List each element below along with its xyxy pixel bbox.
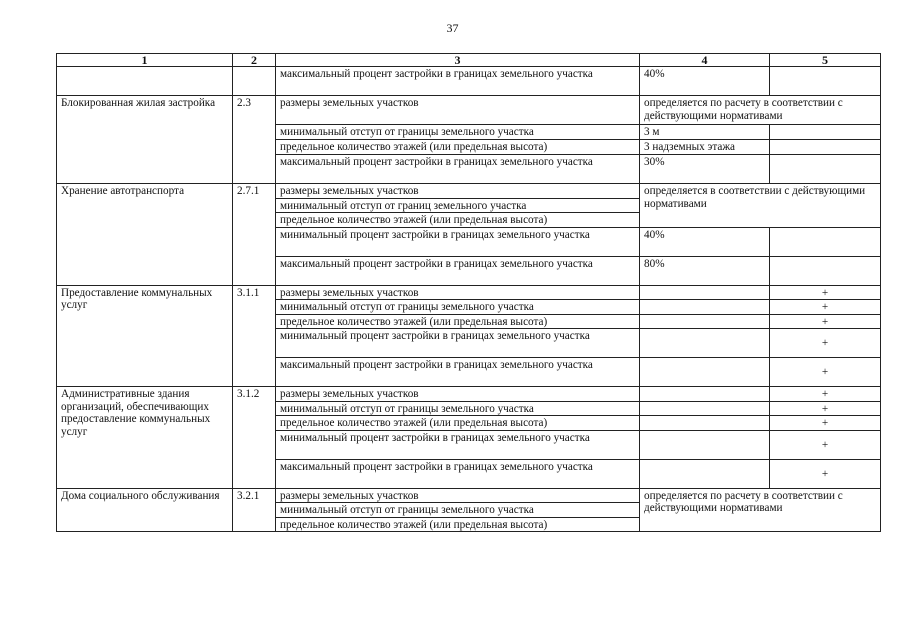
value-col5-cell: + [770, 430, 881, 459]
table-row [57, 67, 881, 96]
value-col4-cell: 3 м [640, 125, 770, 140]
value-col5-cell: + [770, 300, 881, 315]
code-cell [233, 67, 276, 96]
header-col-4: 4 [640, 54, 770, 67]
value-col4-cell [640, 300, 770, 315]
value-col5-cell: + [770, 459, 881, 488]
merged-value-cell: определяется по расчету в соответствии с действующими нормативами [640, 488, 881, 532]
table-row [57, 488, 881, 503]
parameter-cell: максимальный процент застройки в границах земельного участка [276, 155, 640, 184]
parameter-cell: максимальный процент застройки в границах земельного участка [276, 459, 640, 488]
value-col4-cell [640, 314, 770, 329]
regulations-table [56, 53, 881, 532]
code-cell: 3.2.1 [233, 488, 276, 532]
parameter-cell: размеры земельных участков [276, 96, 640, 125]
value-col5-cell [770, 256, 881, 285]
table-row [57, 285, 881, 300]
table-row [57, 96, 881, 125]
header-col-1: 1 [57, 54, 233, 67]
value-col5-cell: + [770, 329, 881, 358]
parameter-cell: минимальный процент застройки в границах земельного участка [276, 227, 640, 256]
use-type-cell: Хранение автотранспорта [57, 184, 233, 286]
parameter-cell: размеры земельных участков [276, 387, 640, 402]
parameter-cell: максимальный процент застройки в границах земельного участка [276, 256, 640, 285]
parameter-cell: максимальный процент застройки в границах земельного участка [276, 358, 640, 387]
use-type-cell: Предоставление коммунальных услуг [57, 285, 233, 387]
value-col4-cell [640, 430, 770, 459]
code-cell: 3.1.1 [233, 285, 276, 387]
parameter-cell: минимальный отступ от границ земельного участка [276, 198, 640, 213]
table-header-row [57, 54, 881, 67]
value-col4-cell: 3 надземных этажа [640, 140, 770, 155]
parameter-cell: предельное количество этажей (или предельная высота) [276, 517, 640, 532]
use-type-cell: Административные здания организаций, обеспечивающих предоставление коммунальных услуг [57, 387, 233, 489]
value-col5-cell: + [770, 314, 881, 329]
value-col5-cell: + [770, 358, 881, 387]
value-col4-cell: 40% [640, 227, 770, 256]
parameter-cell: размеры земельных участков [276, 184, 640, 199]
value-col4-cell [640, 329, 770, 358]
parameter-cell: предельное количество этажей (или предельная высота) [276, 416, 640, 431]
use-type-cell [57, 67, 233, 96]
value-col5-cell: + [770, 401, 881, 416]
code-cell: 2.3 [233, 96, 276, 184]
value-col4-cell: 30% [640, 155, 770, 184]
page-number: 37 [446, 21, 459, 35]
value-col5-cell [770, 67, 881, 96]
value-col5-cell [770, 155, 881, 184]
value-col4-cell [640, 459, 770, 488]
use-type-cell: Дома социального обслуживания [57, 488, 233, 532]
header-col-5: 5 [770, 54, 881, 67]
value-col4-cell: 80% [640, 256, 770, 285]
value-col4-cell [640, 358, 770, 387]
code-cell: 2.7.1 [233, 184, 276, 286]
parameter-cell: размеры земельных участков [276, 285, 640, 300]
parameter-cell: предельное количество этажей (или предельная высота) [276, 213, 640, 228]
parameter-cell: минимальный отступ от границы земельного участка [276, 125, 640, 140]
value-col4-cell: 40% [640, 67, 770, 96]
parameter-cell: минимальный отступ от границы земельного участка [276, 300, 640, 315]
header-col-3: 3 [276, 54, 640, 67]
parameter-cell: минимальный процент застройки в границах земельного участка [276, 430, 640, 459]
use-type-cell: Блокированная жилая застройка [57, 96, 233, 184]
value-col5-cell [770, 125, 881, 140]
parameter-cell: максимальный процент застройки в границах земельного участка [276, 67, 640, 96]
merged-value-cell: определяется в соответствии с действующими нормативами [640, 184, 881, 228]
value-col5-cell: + [770, 285, 881, 300]
value-col5-cell [770, 227, 881, 256]
code-cell: 3.1.2 [233, 387, 276, 489]
table-row [57, 184, 881, 199]
merged-value-cell: определяется по расчету в соответствии с действующими нормативами [640, 96, 881, 125]
value-col5-cell [770, 140, 881, 155]
parameter-cell: размеры земельных участков [276, 488, 640, 503]
parameter-cell: минимальный процент застройки в границах земельного участка [276, 329, 640, 358]
parameter-cell: минимальный отступ от границы земельного участка [276, 401, 640, 416]
value-col4-cell [640, 416, 770, 431]
table-row [57, 387, 881, 402]
parameter-cell: предельное количество этажей (или предельная высота) [276, 140, 640, 155]
value-col4-cell [640, 387, 770, 402]
parameter-cell: предельное количество этажей (или предельная высота) [276, 314, 640, 329]
value-col4-cell [640, 285, 770, 300]
value-col4-cell [640, 401, 770, 416]
value-col5-cell: + [770, 416, 881, 431]
header-col-2: 2 [233, 54, 276, 67]
value-col5-cell: + [770, 387, 881, 402]
parameter-cell: минимальный отступ от границы земельного участка [276, 503, 640, 518]
